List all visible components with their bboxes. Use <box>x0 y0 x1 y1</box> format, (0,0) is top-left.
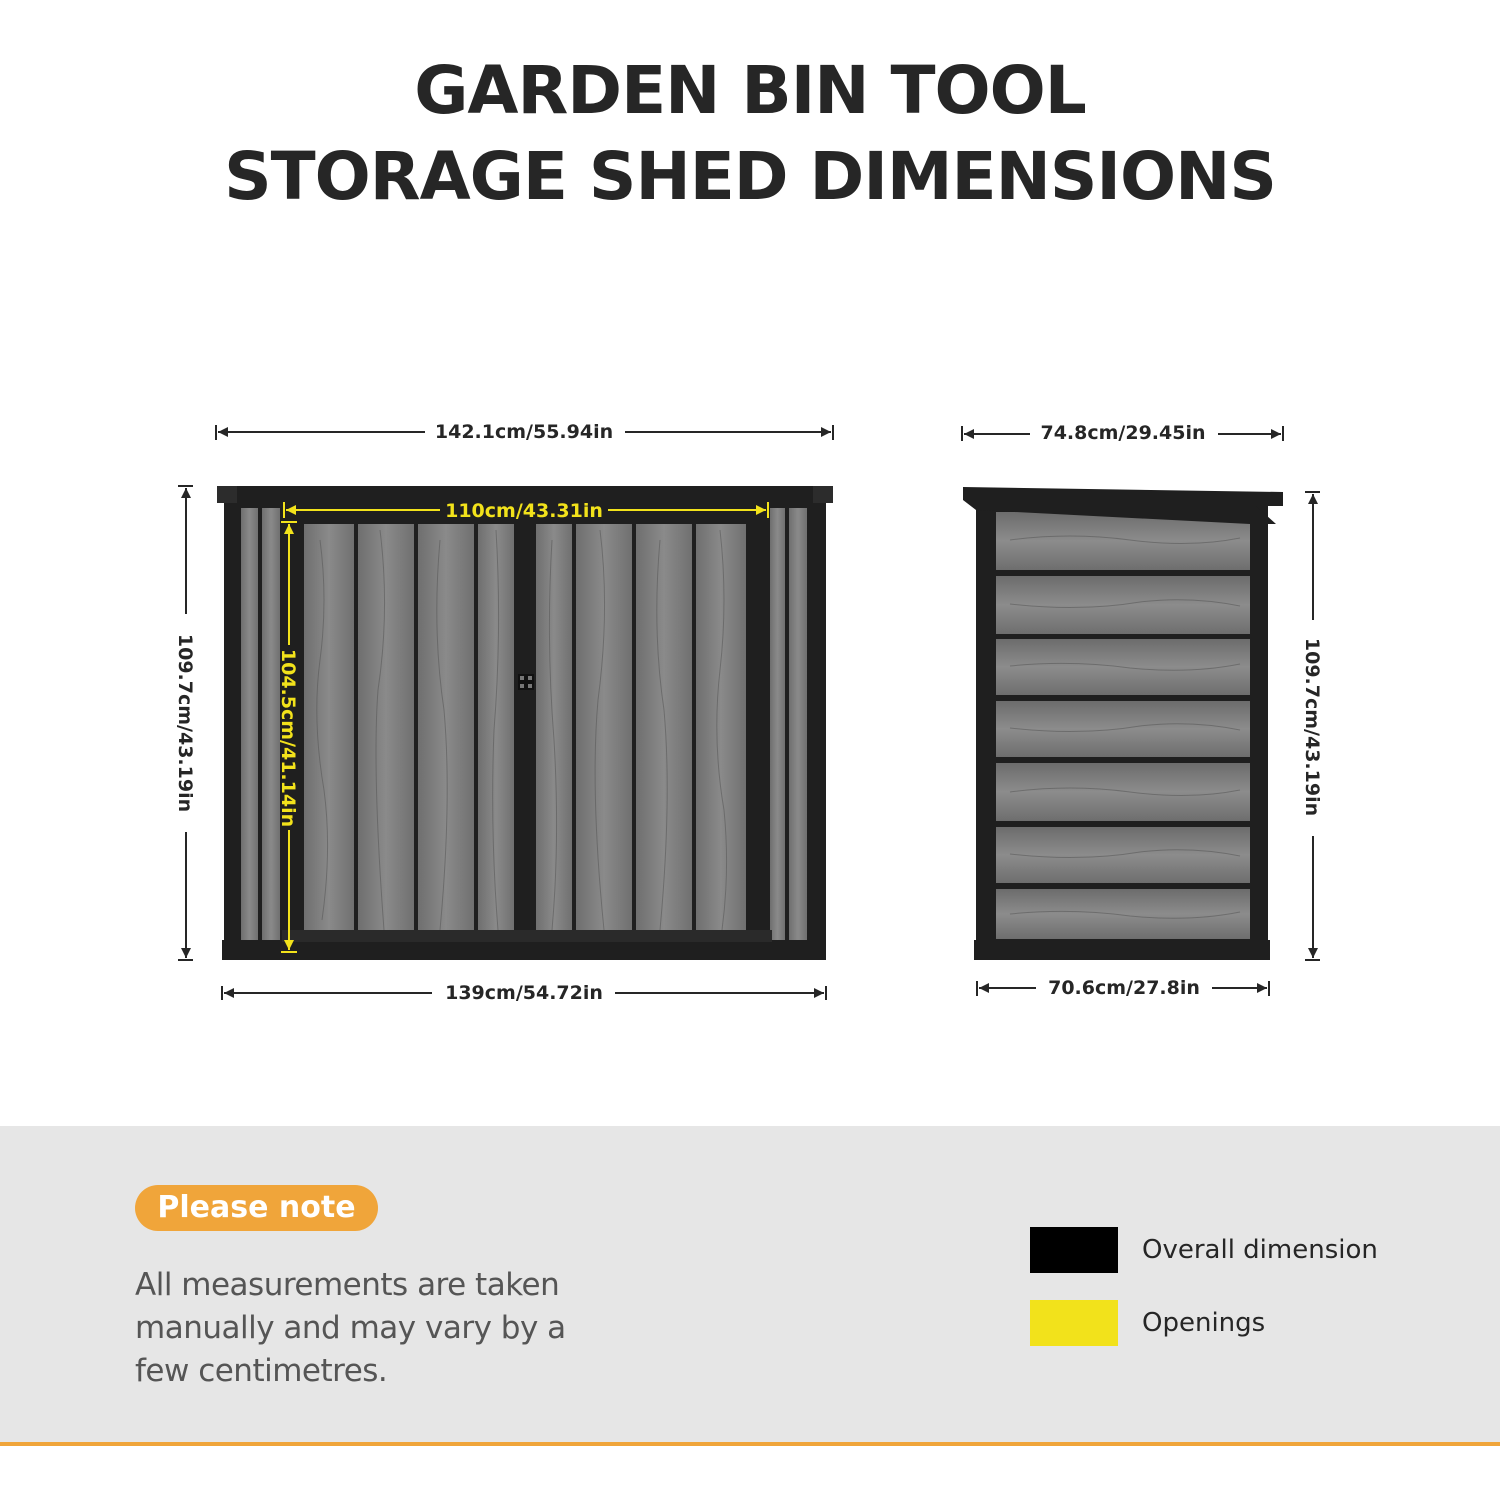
latch-bolt <box>528 684 532 688</box>
front-base-step <box>282 930 772 942</box>
door-board <box>478 524 514 938</box>
door-board <box>696 524 746 938</box>
front-view <box>217 486 833 960</box>
title-line-2: STORAGE SHED DIMENSIONS <box>224 138 1276 215</box>
front-left-panel <box>241 508 258 940</box>
title-line-1: GARDEN BIN TOOL <box>414 52 1086 129</box>
side-board <box>996 576 1250 634</box>
legend-swatch-black <box>1030 1227 1118 1273</box>
front-top-width-label: 142.1cm/55.94in <box>434 421 614 443</box>
door-board <box>536 524 572 938</box>
door-board <box>358 524 414 938</box>
note-accent-line <box>0 1442 1500 1446</box>
side-base <box>974 940 1270 960</box>
front-bottom-width-label: 139cm/54.72in <box>445 982 603 1004</box>
latch-bolt <box>528 676 532 680</box>
front-right-panel <box>770 508 785 940</box>
side-board <box>996 763 1250 821</box>
opening-height-label: 104.5cm/41.14in <box>277 648 299 828</box>
front-right-panel <box>789 508 807 940</box>
side-view <box>963 487 1283 960</box>
side-board <box>996 889 1250 939</box>
side-height-label: 109.7cm/43.19in <box>1301 637 1323 817</box>
side-board <box>996 827 1250 883</box>
please-note-badge: Please note <box>135 1185 378 1231</box>
latch-bolt <box>520 684 524 688</box>
side-top-depth-label: 74.8cm/29.45in <box>1040 422 1206 444</box>
front-base <box>222 940 826 960</box>
lid-corner <box>217 486 237 503</box>
opening-width-label: 110cm/43.31in <box>445 500 603 522</box>
door-board <box>304 524 354 938</box>
legend-label-openings: Openings <box>1142 1308 1266 1338</box>
latch-bolt <box>520 676 524 680</box>
left-door <box>304 524 514 938</box>
lid-corner <box>813 486 833 503</box>
legend-label-overall: Overall dimension <box>1142 1235 1378 1265</box>
right-door <box>536 524 746 938</box>
note-text: All measurements are taken manually and may vary by a few centimetres. <box>135 1267 566 1389</box>
legend-swatch-yellow <box>1030 1300 1118 1346</box>
side-board <box>996 701 1250 757</box>
side-bottom-depth-label: 70.6cm/27.8in <box>1048 977 1200 999</box>
front-height-label: 109.7cm/43.19in <box>174 633 196 813</box>
